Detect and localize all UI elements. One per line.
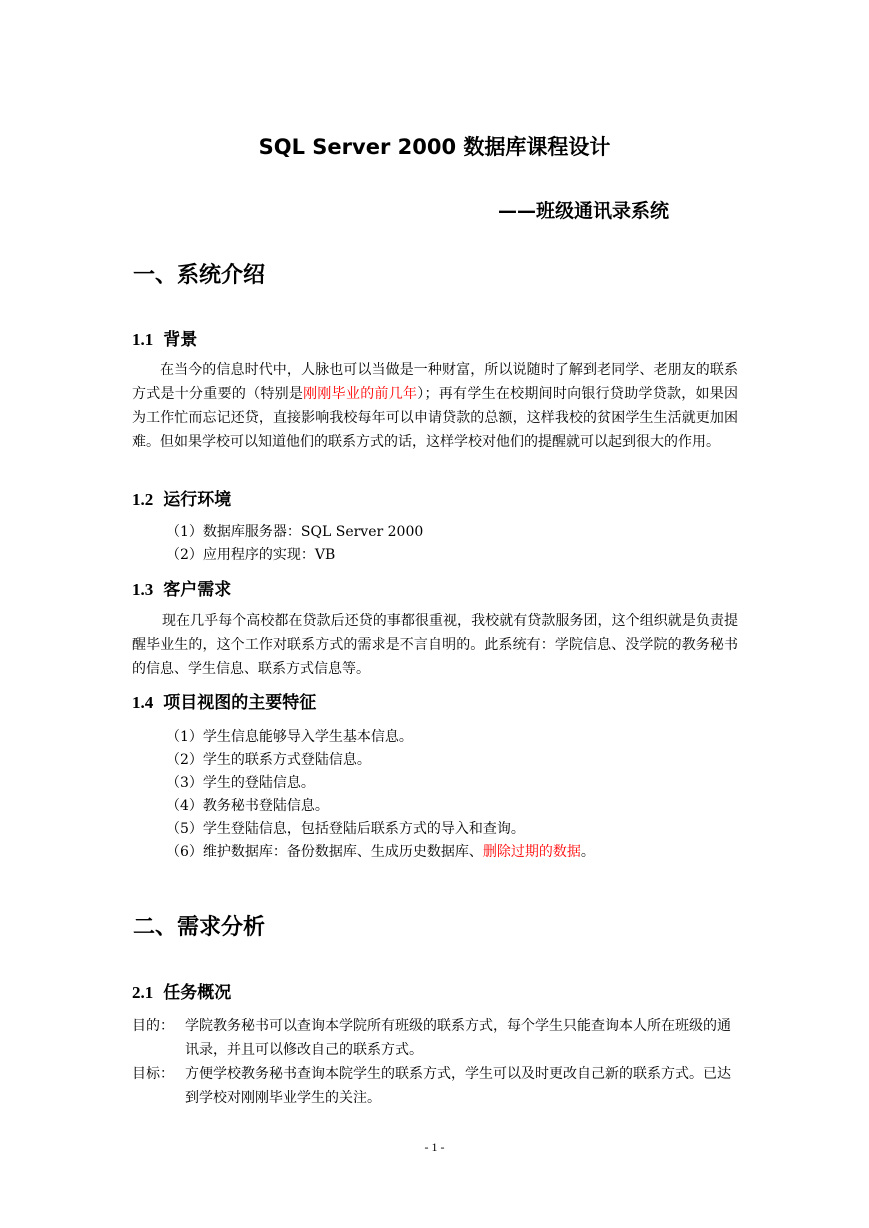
background-text-1: 在当今的信息时代中，人脉也可以当做是一种财富，所以说随时了解到老同学、老朋友的联系方式是十分重要的（特别是 — [132, 362, 738, 402]
section-1-2-heading — [132, 487, 231, 513]
page-number: - 1 - — [424, 1140, 445, 1154]
section-1-3-title: 客户需求 — [163, 580, 232, 600]
background-paragraph — [132, 358, 738, 454]
section-1-1-heading — [132, 327, 197, 353]
section-2-1-number: 2.1 — [132, 983, 154, 1002]
goal-text: 方便学校教务秘书查询本院学生的联系方式，学生可以及时更改自己新的联系方式。已达到学校对刚刚毕业学生的关注。 — [185, 1066, 731, 1106]
env-item-1: （1）数据库服务器：SQL Server 2000 — [166, 524, 424, 540]
env-item-2: （2）应用程序的实现：VB — [166, 547, 336, 563]
section-1-1-title: 背景 — [163, 330, 198, 350]
background-highlight: 刚刚毕业的前几年 — [303, 386, 418, 402]
feature-item-5: （5）学生登陆信息，包括登陆后联系方式的导入和查询。 — [166, 821, 525, 837]
feature-item-6-text-2: 。 — [580, 844, 595, 860]
goal-label: 目标： — [132, 1066, 174, 1082]
feature-item-6-text-1: （6）维护数据库：备份数据库、生成历史数据库、 — [166, 844, 483, 860]
background-text-2: ）；再有学生在校期间时向银行贷助学贷款，如果因为工作忙而忘记还贷，直接影响我校每年可以申请贷款的总额，这样我校的贫困学生生活就更加困难。但如果学校可以知道他们的联系方式的话，这样学校对他们的提醒就可以起到很大的作用。 — [132, 386, 739, 450]
document-title: SQL Server 2000 数据库课程设计 — [258, 135, 611, 159]
section-1-3-number: 1.3 — [132, 580, 154, 599]
goal-row — [132, 1062, 742, 1110]
section-1-3-heading — [132, 577, 231, 603]
section-2-1-heading — [132, 980, 231, 1006]
section-2-heading: 二、需求分析 — [133, 915, 266, 940]
feature-item-6-highlight: 删除过期的数据 — [482, 844, 581, 860]
requirements-paragraph: 现在几乎每个高校都在贷款后还贷的事都很重视，我校就有贷款服务团，这个组织就是负责提醒毕业生的，这个工作对联系方式的需求是不言自明的。此系统有：学院信息、没学院的教务秘书的信息、学生信息、联系方式信息等。 — [132, 613, 738, 677]
purpose-label: 目的： — [132, 1018, 174, 1034]
section-1-2-title: 运行环境 — [163, 490, 232, 510]
section-2-1-title: 任务概况 — [163, 983, 232, 1003]
feature-item-4: （4）教务秘书登陆信息。 — [166, 798, 329, 814]
section-1-4-heading — [132, 690, 316, 716]
purpose-text: 学院教务秘书可以查询本学院所有班级的联系方式，每个学生只能查询本人所在班级的通讯录，并且可以修改自己的联系方式。 — [185, 1018, 731, 1058]
feature-item-1: （1）学生信息能够导入学生基本信息。 — [166, 729, 413, 745]
document-subtitle: ——班级通讯录系统 — [498, 200, 670, 222]
section-1-1-number: 1.1 — [132, 330, 154, 349]
section-1-heading: 一、系统介绍 — [133, 263, 266, 288]
task-overview-list — [132, 1014, 742, 1110]
section-1-4-number: 1.4 — [132, 693, 154, 712]
feature-item-3: （3）学生的登陆信息。 — [166, 775, 315, 791]
section-1-2-number: 1.2 — [132, 490, 154, 509]
purpose-row — [132, 1014, 742, 1062]
feature-item-2: （2）学生的联系方式登陆信息。 — [166, 752, 371, 768]
section-1-4-title: 项目视图的主要特征 — [163, 693, 317, 713]
feature-item-6 — [166, 841, 595, 864]
